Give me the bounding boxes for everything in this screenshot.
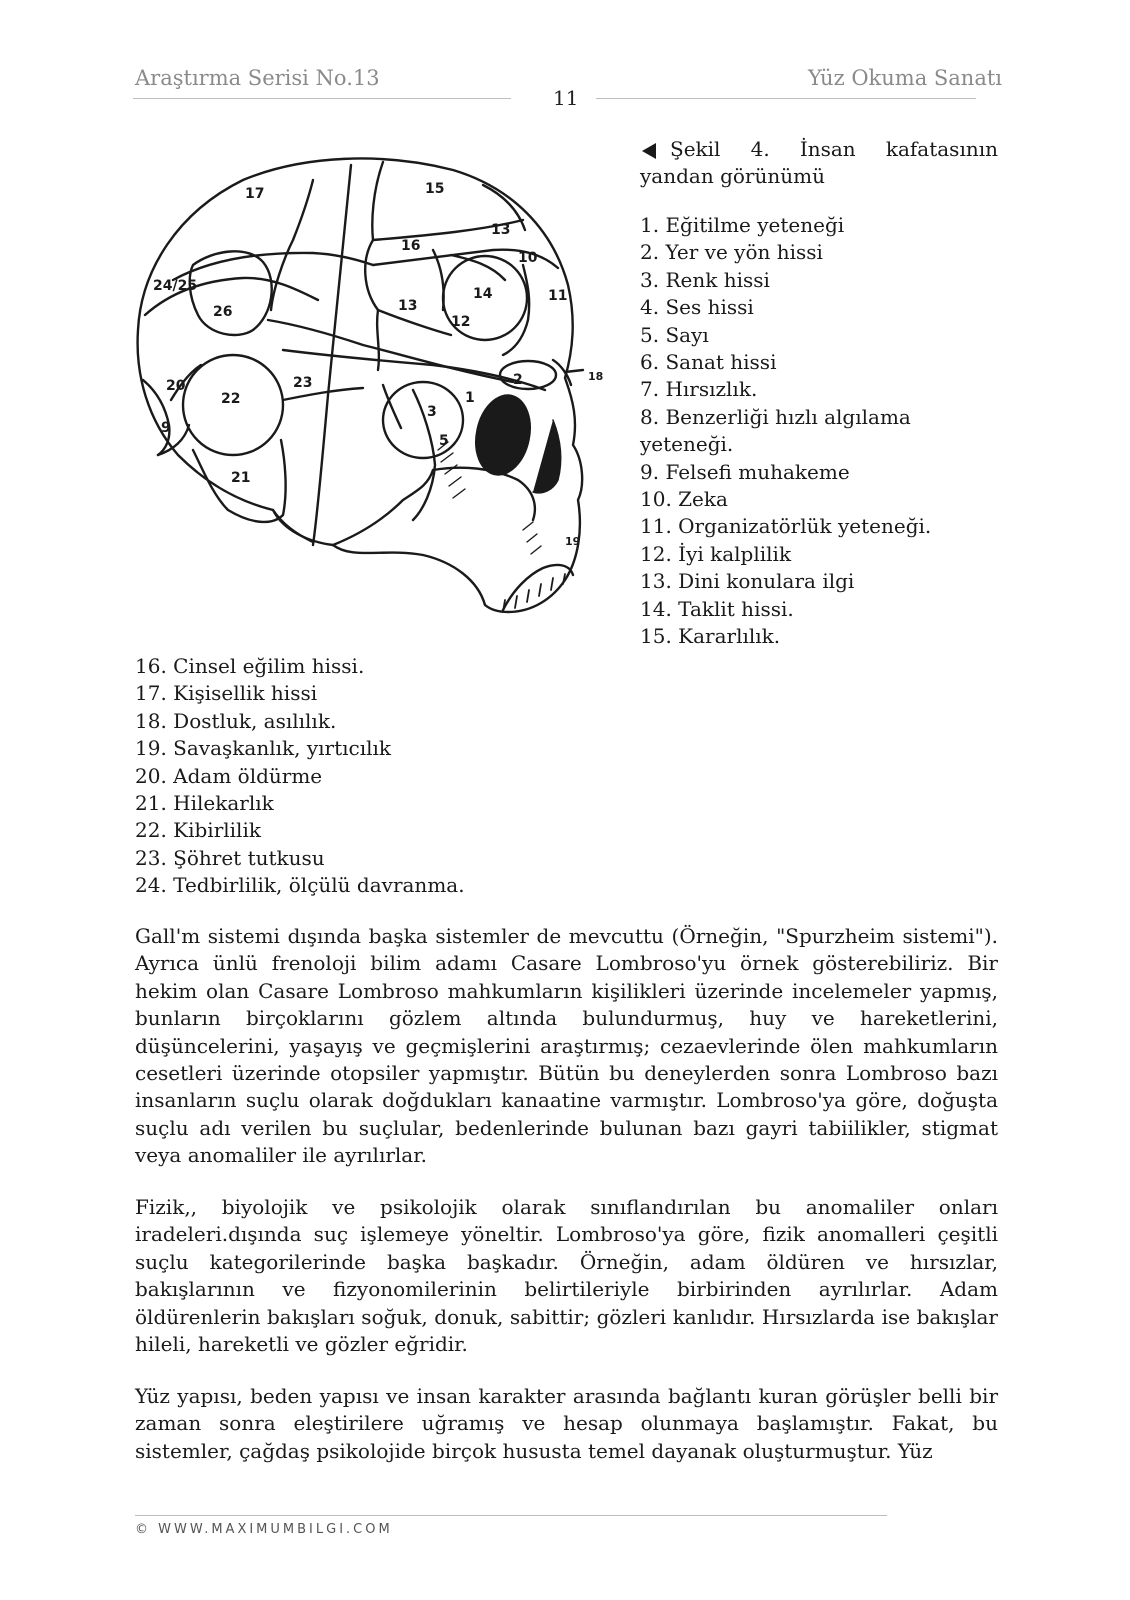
body-paragraph: Fizik,, biyolojik ve psikolojik olarak sınıflandırılan bu anomaliler onları iradeleri.dışında suç işlemeye yöneltir. Lombroso'ya göre, fizik anomalleri çeşitli suçlu kategorilerinde başka başkadır. Örneğin, adam öldüren ve hırsızlar, bakışlarının ve fizyonomilerinin belirtileriyle birbirinden ayrılırlar. Adam öldürenlerin bakışları soğuk, donuk, sabittir; gözleri kanlıdır. Hırsızlarda ise bakışlar hileli, hareketli ve gözler eğridir.: [135, 1195, 998, 1357]
figure-label: 13: [491, 222, 511, 238]
legend-item: 11. Organizatörlük yeteneği.: [640, 514, 932, 539]
body-paragraph: Yüz yapısı, beden yapısı ve insan karakter arasında bağlantı kuran görüşler belli bir zaman sonra eleştirilere uğramış ve hesap olunmaya başlamıştır. Fakat, bu sistemler, çağdaş psikolojide birçok hususta temel dayanak oluşturmuştur. Yüz: [135, 1384, 998, 1463]
skull-phrenology-figure: [133, 150, 603, 638]
legend-item: 7. Hırsızlık.: [640, 377, 758, 402]
figure-label: 20: [166, 378, 186, 394]
running-header-right: Yüz Okuma Sanatı: [808, 66, 1002, 90]
legend-item: 10. Zeka: [640, 487, 728, 512]
legend-item: 20. Adam öldürme: [135, 763, 323, 788]
figure-caption: [640, 136, 998, 190]
legend-item: 18. Dostluk, asılılık.: [135, 708, 337, 733]
legend-item: 4. Ses hissi: [640, 295, 754, 320]
left-triangle-icon: [642, 143, 656, 159]
legend-item: 24. Tedbirlilik, ölçülü davranma.: [135, 873, 465, 898]
figure-label: 18: [588, 370, 603, 383]
figure-label: 24/25: [153, 278, 198, 294]
legend-item: 6. Sanat hissi: [640, 350, 777, 375]
legend-item: 8. Benzerliği hızlı algılama yeteneği.: [640, 404, 911, 457]
figure-label: 3: [427, 404, 437, 420]
legend-item: 9. Felsefi muhakeme: [640, 459, 850, 484]
figure-label: 5: [439, 433, 449, 449]
figure-label: 2: [513, 372, 523, 388]
legend-item: 22. Kibirlilik: [135, 818, 261, 843]
legend-item: 19. Savaşkanlık, yırtıcılık: [135, 736, 392, 761]
legend-item: 3. Renk hissi: [640, 267, 770, 292]
figure-label: 26: [213, 304, 233, 320]
footer-copyright: © WWW.MAXIMUMBILGI.COM: [135, 1522, 393, 1537]
legend-item: 14. Taklit hissi.: [640, 596, 794, 621]
figure-label: 21: [231, 470, 251, 486]
footer-rule: [135, 1515, 887, 1516]
legend-item: 16. Cinsel eğilim hissi.: [135, 654, 365, 678]
legend-item: 15. Kararlılık.: [640, 624, 781, 649]
legend-item: 23. Şöhret tutkusu: [135, 845, 325, 870]
header-rule-left: [133, 98, 511, 99]
legend-item: 17. Kişisellik hissi: [135, 681, 318, 706]
page-number: 11: [553, 86, 579, 110]
legend-list-left: [135, 653, 615, 900]
legend-item: 2. Yer ve yön hissi: [640, 240, 823, 265]
legend-list-right: [640, 212, 990, 651]
legend-item: 5. Sayı: [640, 322, 709, 347]
figure-caption-text: Şekil 4. İnsan kafatasının yandan görünümü: [640, 137, 998, 188]
legend-item: 13. Dini konulara ilgi: [640, 569, 855, 594]
figure-label: 11: [548, 288, 568, 304]
figure-label: 1: [465, 390, 475, 406]
figure-label: 14: [473, 286, 493, 302]
legend-item: 21. Hilekarlık: [135, 791, 274, 816]
figure-label: 23: [293, 375, 313, 391]
figure-label: 13: [398, 298, 418, 314]
legend-item: 1. Eğitilme yeteneği: [640, 213, 845, 237]
figure-label: 17: [245, 186, 265, 202]
figure-label: 22: [221, 391, 241, 407]
body-paragraph: Gall'm sistemi dışında başka sistemler de mevcuttu (Örneğin, "Spurzheim sistemi"). Ayrıca ünlü frenoloji bilim adamı Casare Lombroso'yu örnek gösterebiliriz. Bir hekim olan Casare Lombroso mahkumların kişilikleri üzerinde incelemeler yapmış, bunların birçoklarını gözlem altında bulundurmuş, huy ve hareketlerini, düşüncelerini, yaşayış ve geçmişlerini araştırmış; cezaevlerinde ölen mahkumların cesetleri üzerinde otopsiler yapmıştır. Bütün bu deneylerden sonra Lombroso bazı insanların suçlu olarak doğdukları kanaatine varmıştır. Lombroso'ya göre, doğuşta suçlu adı verilen bu suçlular, bedenlerinde bulunan bazı gayri tabiilikler, stigmat veya anomaliler ile ayrılırlar.: [135, 924, 998, 1168]
header-rule-right: [596, 98, 976, 99]
figure-label: 9: [161, 420, 171, 436]
figure-label: 15: [425, 181, 445, 197]
figure-label: 19: [565, 535, 581, 548]
legend-item: 12. İyi kalplilik: [640, 541, 792, 566]
figure-label: 10: [518, 250, 538, 266]
running-header-left: Araştırma Serisi No.13: [135, 66, 380, 90]
figure-label: 16: [401, 238, 421, 254]
figure-label: 12: [451, 314, 471, 330]
